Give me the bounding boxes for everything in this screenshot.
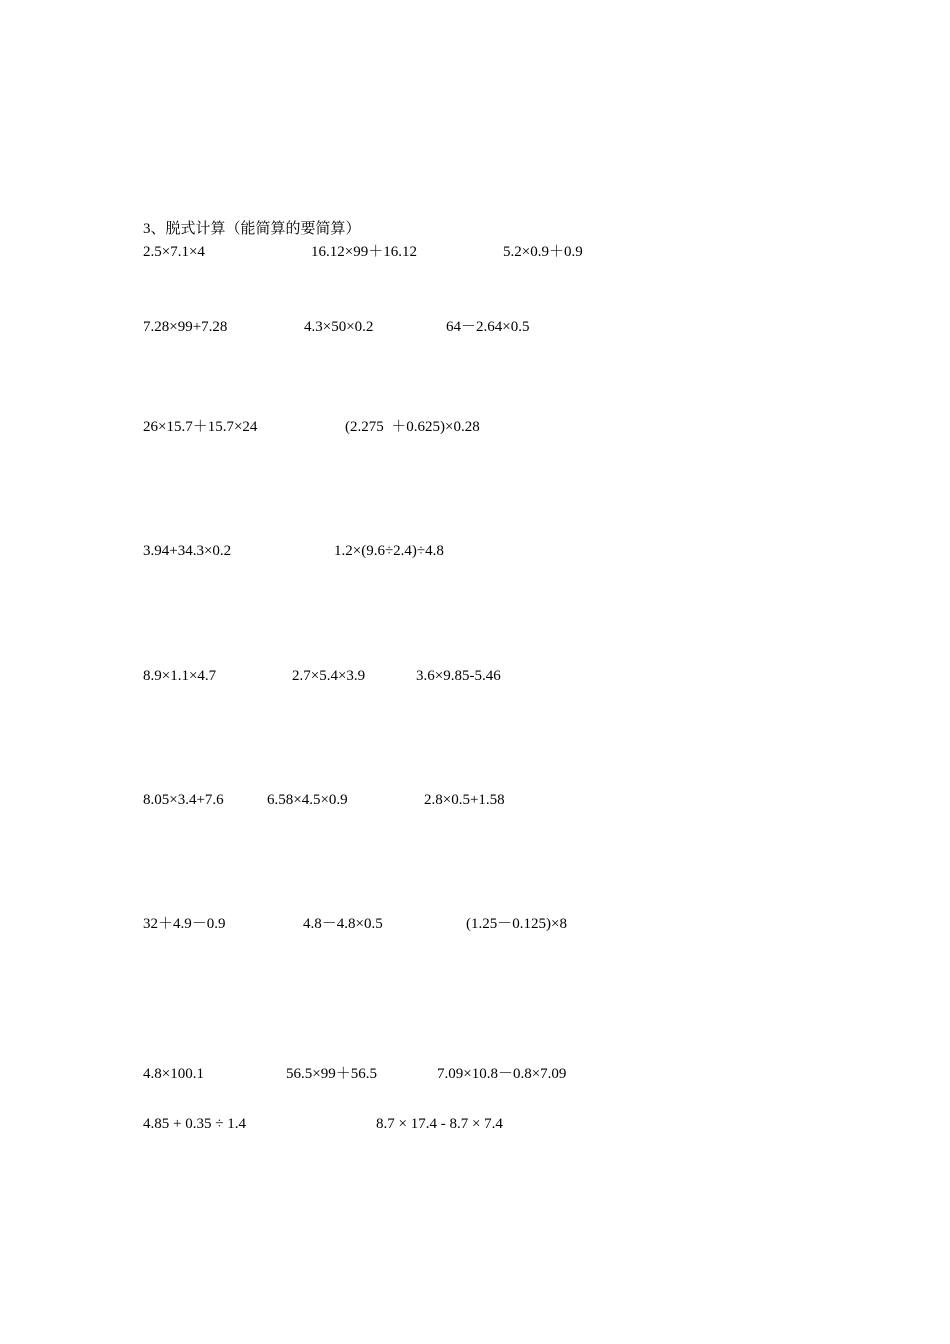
problem-2-2: 4.3×50×0.2 [304, 319, 374, 335]
problem-4-1: 3.94+34.3×0.2 [143, 543, 232, 559]
problem-7-1: 32＋4.9－0.9 [143, 916, 226, 932]
problem-3-1: 26×15.7＋15.7×24 [143, 419, 258, 435]
problem-1-3: 5.2×0.9＋0.9 [503, 244, 583, 260]
problem-8-1: 4.8×100.1 [143, 1066, 204, 1082]
problem-5-2: 2.7×5.4×3.9 [292, 668, 366, 684]
problem-8-2: 56.5×99＋56.5 [286, 1066, 377, 1082]
problem-5-1: 8.9×1.1×4.7 [143, 668, 217, 684]
problem-6-3: 2.8×0.5+1.58 [424, 792, 505, 808]
problem-5-3: 3.6×9.85-5.46 [416, 668, 501, 684]
problem-9-1: 4.85 + 0.35 ÷ 1.4 [143, 1116, 246, 1132]
problem-7-2: 4.8－4.8×0.5 [303, 916, 383, 932]
problem-1-2: 16.12×99＋16.12 [311, 244, 417, 260]
problem-6-1: 8.05×3.4+7.6 [143, 792, 224, 808]
problem-2-3: 64－2.64×0.5 [446, 319, 530, 335]
problem-4-2: 1.2×(9.6÷2.4)÷4.8 [334, 543, 444, 559]
problem-7-3: (1.25－0.125)×8 [466, 916, 567, 932]
problem-8-3: 7.09×10.8－0.8×7.09 [437, 1066, 567, 1082]
section-heading: 3、脱式计算（能简算的要简算） [143, 221, 361, 237]
problem-9-2: 8.7 × 17.4 - 8.7 × 7.4 [376, 1116, 503, 1132]
problem-2-1: 7.28×99+7.28 [143, 319, 228, 335]
problem-6-2: 6.58×4.5×0.9 [267, 792, 348, 808]
problem-3-2: (2.275 ＋0.625)×0.28 [345, 419, 480, 435]
problem-1-1: 2.5×7.1×4 [143, 244, 205, 260]
